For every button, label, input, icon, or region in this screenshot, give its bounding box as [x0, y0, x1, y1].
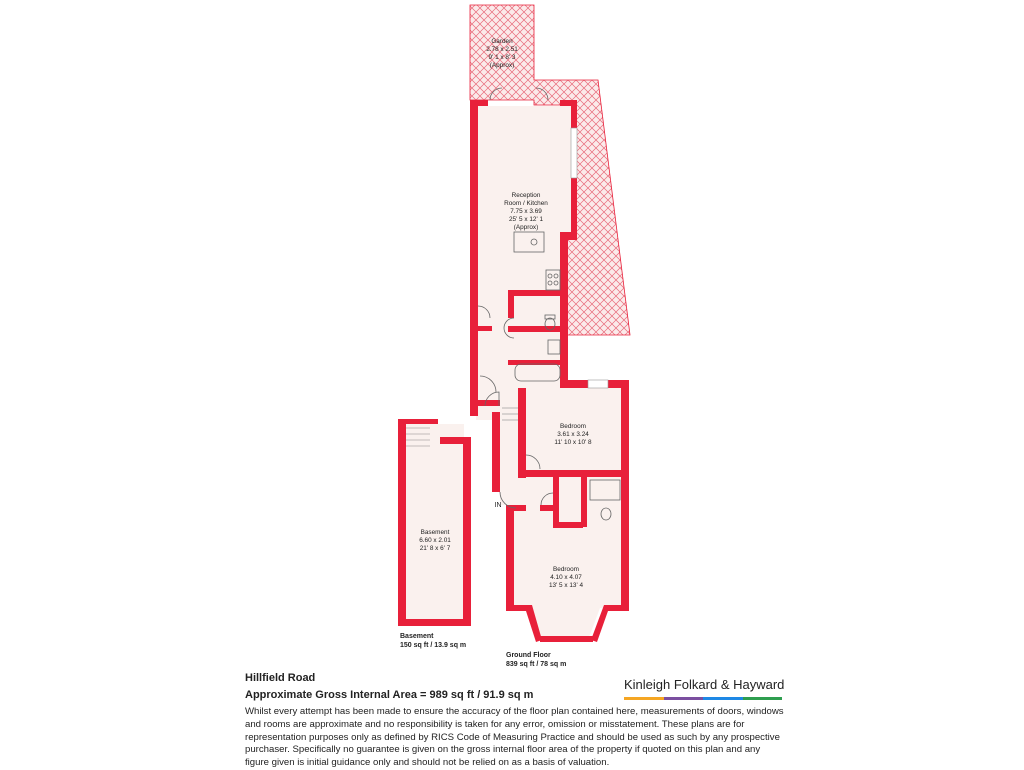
property-title: Hillfield Road	[245, 672, 316, 684]
brand-bar-blue	[703, 697, 743, 700]
brand-bar-purple	[664, 697, 704, 700]
ground-floor-area: 839 sq ft / 78 sq m	[506, 661, 567, 668]
bedroom1-metric: 3.61 x 3.24	[557, 431, 589, 438]
basement-plan	[398, 419, 471, 626]
reception-name-1: Reception	[511, 192, 541, 199]
garden-imperial: 9' 1 x 8' 3	[488, 54, 516, 61]
reception-imperial: 25' 5 x 12' 1	[508, 216, 544, 223]
basement-floor-name: Basement	[400, 633, 434, 640]
bedroom2-name: Bedroom	[553, 566, 579, 573]
basement-imperial: 21' 8 x 6' 7	[419, 545, 451, 552]
brand-logo-text: Kinleigh Folkard & Hayward	[624, 677, 785, 692]
basement-metric: 6.60 x 2.01	[419, 537, 451, 544]
bedroom1-name: Bedroom	[560, 423, 586, 430]
reception-note: (Approx)	[513, 224, 539, 231]
bedroom2-metric: 4.10 x 4.07	[550, 574, 582, 581]
brand-bar-green	[743, 697, 783, 700]
bedroom2-imperial: 13' 5 x 13' 4	[548, 582, 584, 589]
basement-name: Basement	[420, 529, 450, 536]
brand-bar-orange	[624, 697, 664, 700]
basement-floor-area: 150 sq ft / 13.9 sq m	[400, 642, 467, 649]
bedroom1-imperial: 11' 10 x 10' 8	[554, 439, 592, 446]
ground-floor-name: Ground Floor	[506, 652, 551, 659]
reception-name-2: Room / Kitchen	[504, 200, 548, 207]
basement-label	[419, 529, 451, 552]
disclaimer-text: Whilst every attempt has been made to ensure the accuracy of the floor plan contained here, measurements of doors, windows and rooms are approximate and no responsibility is taken for any error, omission or misstatement. These plans are for representation purposes only as defined by RICS Code of Measuring Practice and should be used as such by any prospective purchaser. Specifically no guarantee is given on the gross internal floor area of the property if quoted on this plan and any figure given is initial guidance only and should not be relied on as a basis of valuation.	[245, 706, 784, 769]
brand-color-bar	[624, 697, 782, 700]
entrance-label: IN	[494, 502, 502, 509]
garden-name: Garden	[491, 38, 513, 45]
reception-metric: 7.75 x 3.69	[510, 208, 542, 215]
garden-note: (Approx)	[489, 62, 515, 69]
bedroom2-label	[549, 566, 584, 589]
garden-metric: 2.78 x 2.51	[486, 46, 518, 53]
gross-area: Approximate Gross Internal Area = 989 sq ft / 91.9 sq m	[245, 689, 534, 701]
